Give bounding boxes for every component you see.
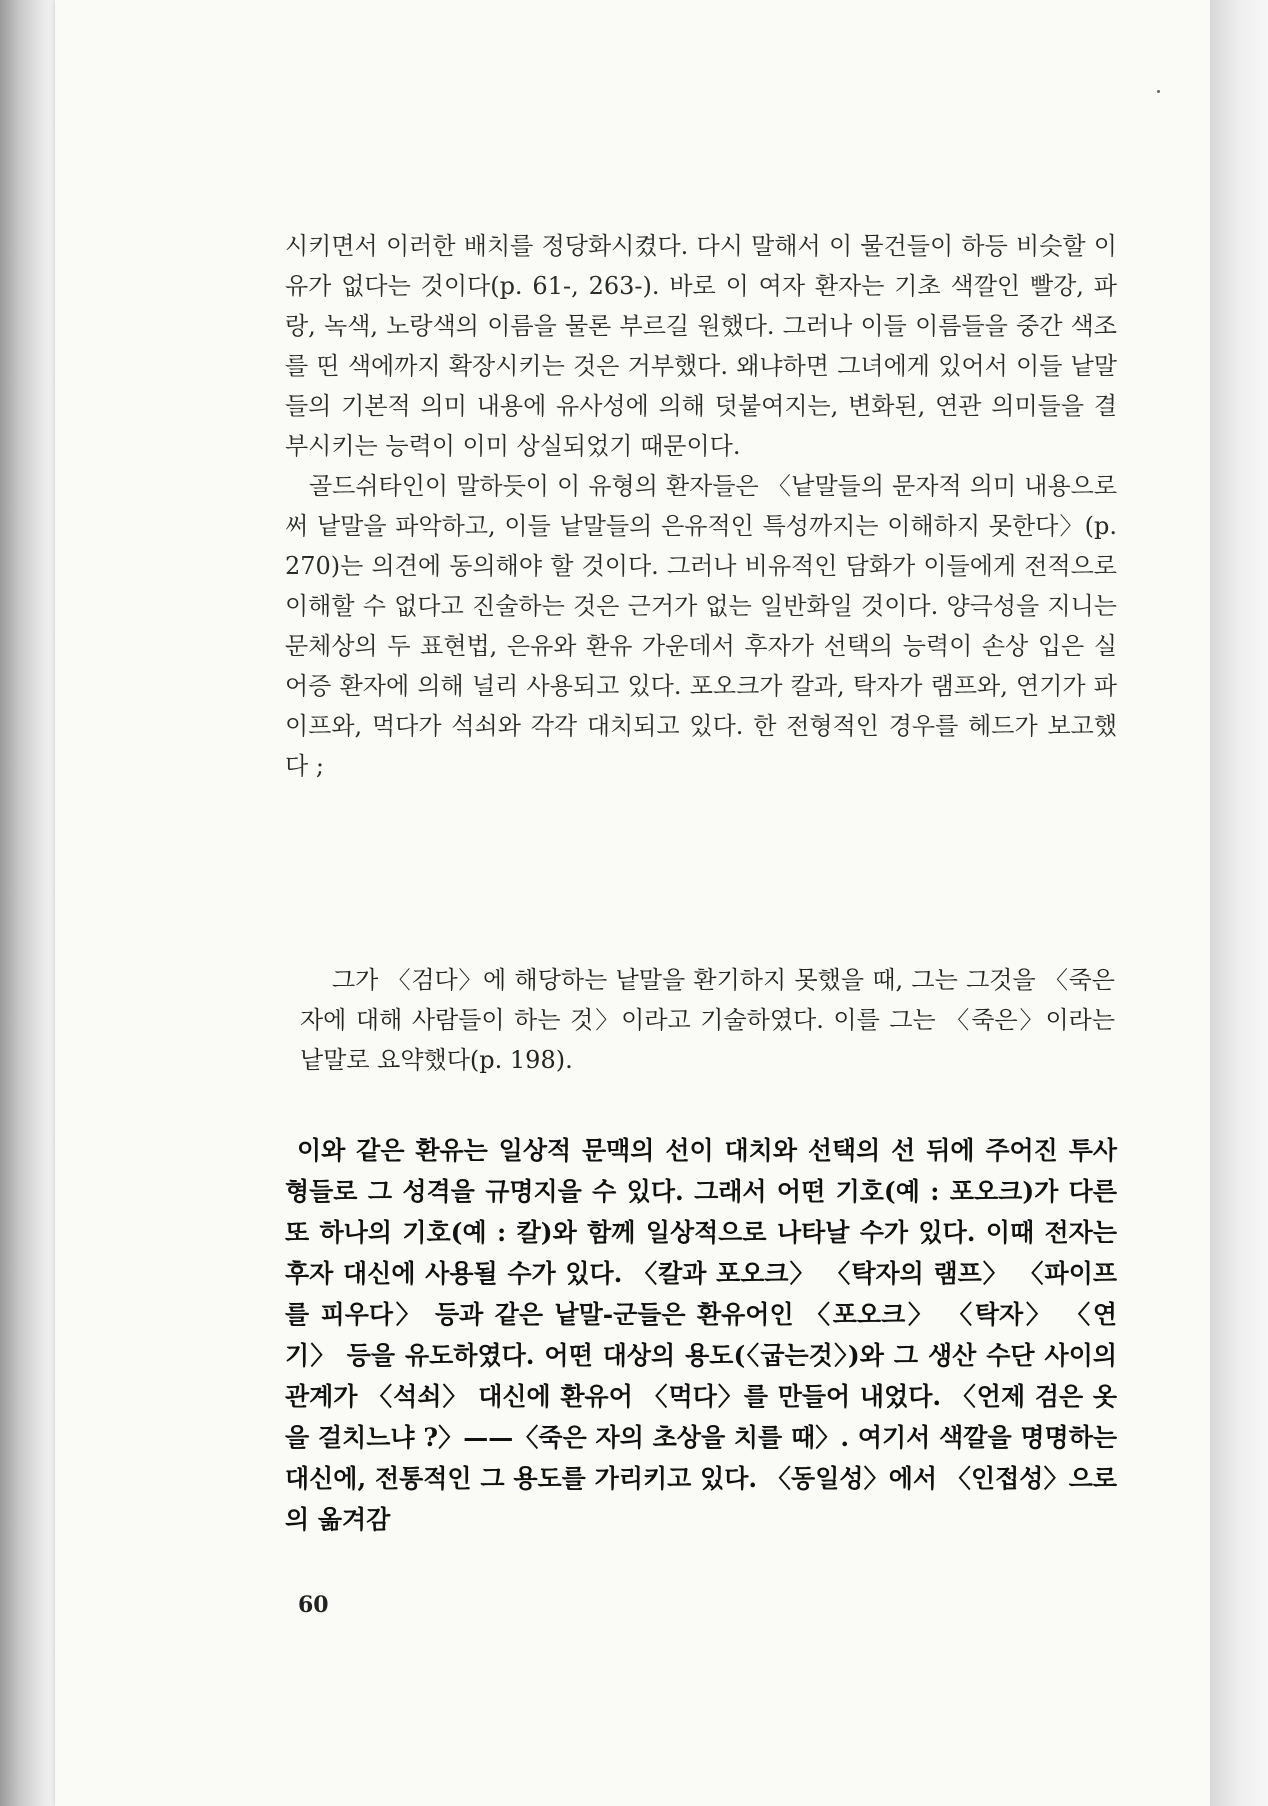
paragraph-1: 시키면서 이러한 배치를 정당화시켰다. 다시 말해서 이 물건들이 하등 비슷할 이유가 없다는 것이다(p. 61-, 263-). 바로 이 여자 환자는 기초 색깔인 빨강, 파랑, 녹색, 노랑색의 이름을 물론 부르길 원했다. 그러나 이들 이름들을 중간 색조를 띤 색에까지 확장시키는 것은 거부했다. 왜냐하면 그녀에게 있어서 이들 낱말들의 기본적 의미 내용에 유사성에 의해 덧붙여지는, 변화된, 연관 의미들을 결부시키는 능력이 이미 상실되었기 때문이다. [285, 232, 1117, 460]
body-text-lower [285, 1130, 1117, 1540]
paper-speck [1157, 90, 1160, 93]
page-number: 60 [298, 1592, 329, 1618]
page-edge-shade [1210, 0, 1268, 1806]
body-text-upper [285, 226, 1117, 786]
paragraph-3: 이와 같은 환유는 일상적 문맥의 선이 대치와 선택의 선 뒤에 주어진 투사형들로 그 성격을 규명지을 수 있다. 그래서 어떤 기호(예 : 포오크)가 다른 또 하나의 기호(예 : 칼)와 함께 일상적으로 나타날 수가 있다. 이때 전자는 후자 대신에 사용될 수가 있다. 〈칼과 포오크〉 〈탁자의 램프〉 〈파이프를 피우다〉 등과 같은 낱말-군들은 환유어인 〈포오크〉 〈탁자〉 〈연기〉 등을 유도하였다. 어떤 대상의 용도(〈굽는것〉)와 그 생산 수단 사이의 관계가 〈석쇠〉 대신에 환유어 〈먹다〉를 만들어 내었다. 〈언제 검은 옷을 걸치느냐 ?〉——〈죽은 자의 초상을 치를 때〉. 여기서 색깔을 명명하는 대신에, 전통적인 그 용도를 가리키고 있다. 〈동일성〉에서 〈인접성〉으로의 옮겨감 [285, 1136, 1117, 1534]
block-quote [300, 960, 1115, 1080]
paragraph-2: 골드쉬타인이 말하듯이 이 유형의 환자들은 〈낱말들의 문자적 의미 내용으로써 낱말을 파악하고, 이들 낱말들의 은유적인 특성까지는 이해하지 못한다〉(p. 270)는 의견에 동의해야 할 것이다. 그러나 비유적인 담화가 이들에게 전적으로 이해할 수 없다고 진술하는 것은 근거가 없는 일반화일 것이다. 양극성을 지니는 문체상의 두 표현법, 은유와 환유 가운데서 후자가 선택의 능력이 손상 입은 실어증 환자에 의해 널리 사용되고 있다. 포오크가 칼과, 탁자가 램프와, 연기가 파이프와, 먹다가 석쇠와 각각 대치되고 있다. 한 전형적인 경우를 헤드가 보고했다 ; [285, 472, 1117, 780]
binding-shadow [0, 0, 60, 1806]
quote-text: 그가 〈검다〉에 해당하는 낱말을 환기하지 못했을 때, 그는 그것을 〈죽은 자에 대해 사람들이 하는 것〉이라고 기술하였다. 이를 그는 〈죽은〉이라는 낱말로 요약했다(p. 198). [300, 966, 1115, 1074]
